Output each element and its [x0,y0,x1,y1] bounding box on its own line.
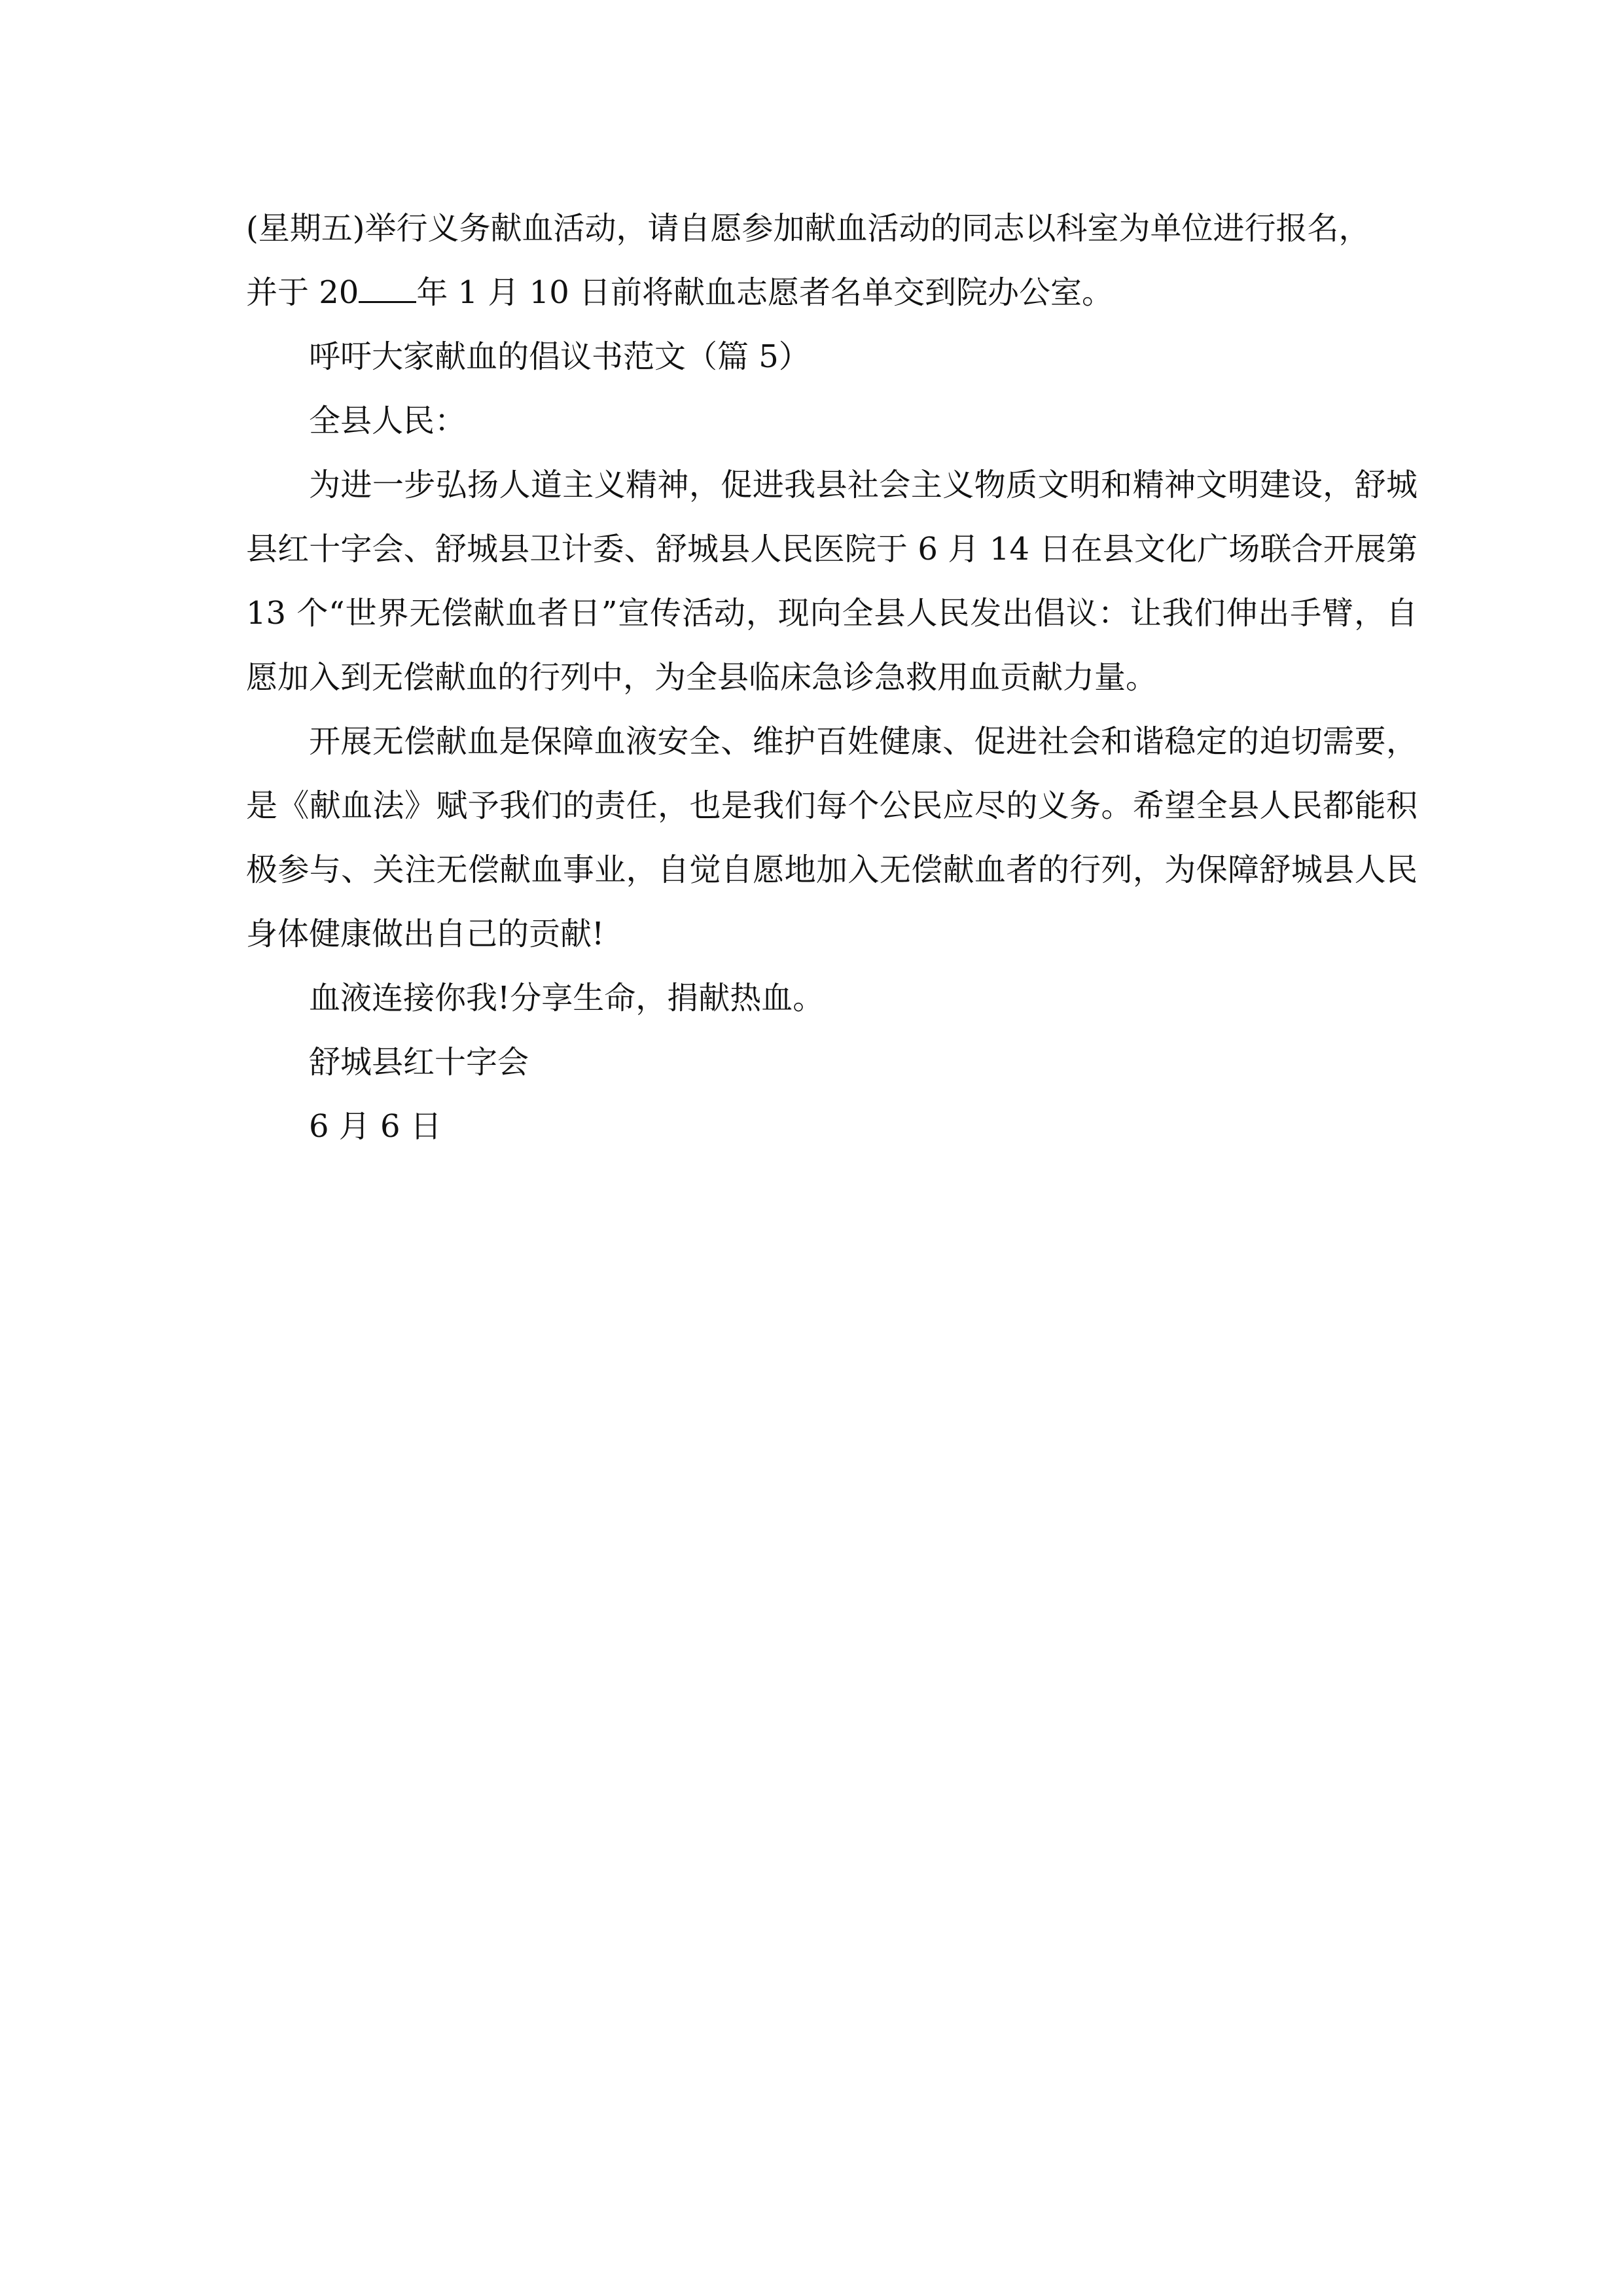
date: 6 月 6 日 [309,1108,442,1145]
document-content [246,196,1418,1158]
body-paragraph-2: 开展无偿献血是保障血液安全、维护百姓健康、促进社会和谐稳定的迫切需要，是《献血法》赋予我们的责任，也是我们每个公民应尽的义务。希望全县人民都能积极参与、关注无偿献血事业，自觉自愿地加入无偿献血者的行列，为保障舒城县人民身体健康做出自己的贡献! [246,723,1418,952]
slogan: 血液连接你我!分享生命，捐献热血。 [309,980,825,1016]
year-blank-underline [359,272,416,303]
paragraph-continued-notice [246,196,1418,325]
body-paragraph-1: 为进一步弘扬人道主义精神，促进我县社会主义物质文明和精神文明建设，舒城县红十字会、舒城县卫计委、舒城县人民医院于 6 月 14 日在县文化广场联合开展第 13 个“世界无偿献血者日”宣传活动，现向全县人民发出倡议：让我们伸出手臂，自愿加入到无偿献血的行列中，为全县临床急诊急救用血贡献力量。 [246,467,1418,696]
section-title: 呼吁大家献血的倡议书范文（篇 5） [309,338,810,375]
signature: 舒城县红十字会 [309,1044,529,1081]
notice-line-2-prefix: 并于 20 [246,274,359,311]
greeting: 全县人民： [309,403,467,439]
notice-line-2-suffix: 年 1 月 10 日前将献血志愿者名单交到院办公室。 [416,274,1113,311]
notice-line-1: (星期五)举行义务献血活动，请自愿参加献血活动的同志以科室为单位进行报名， [246,210,1370,247]
